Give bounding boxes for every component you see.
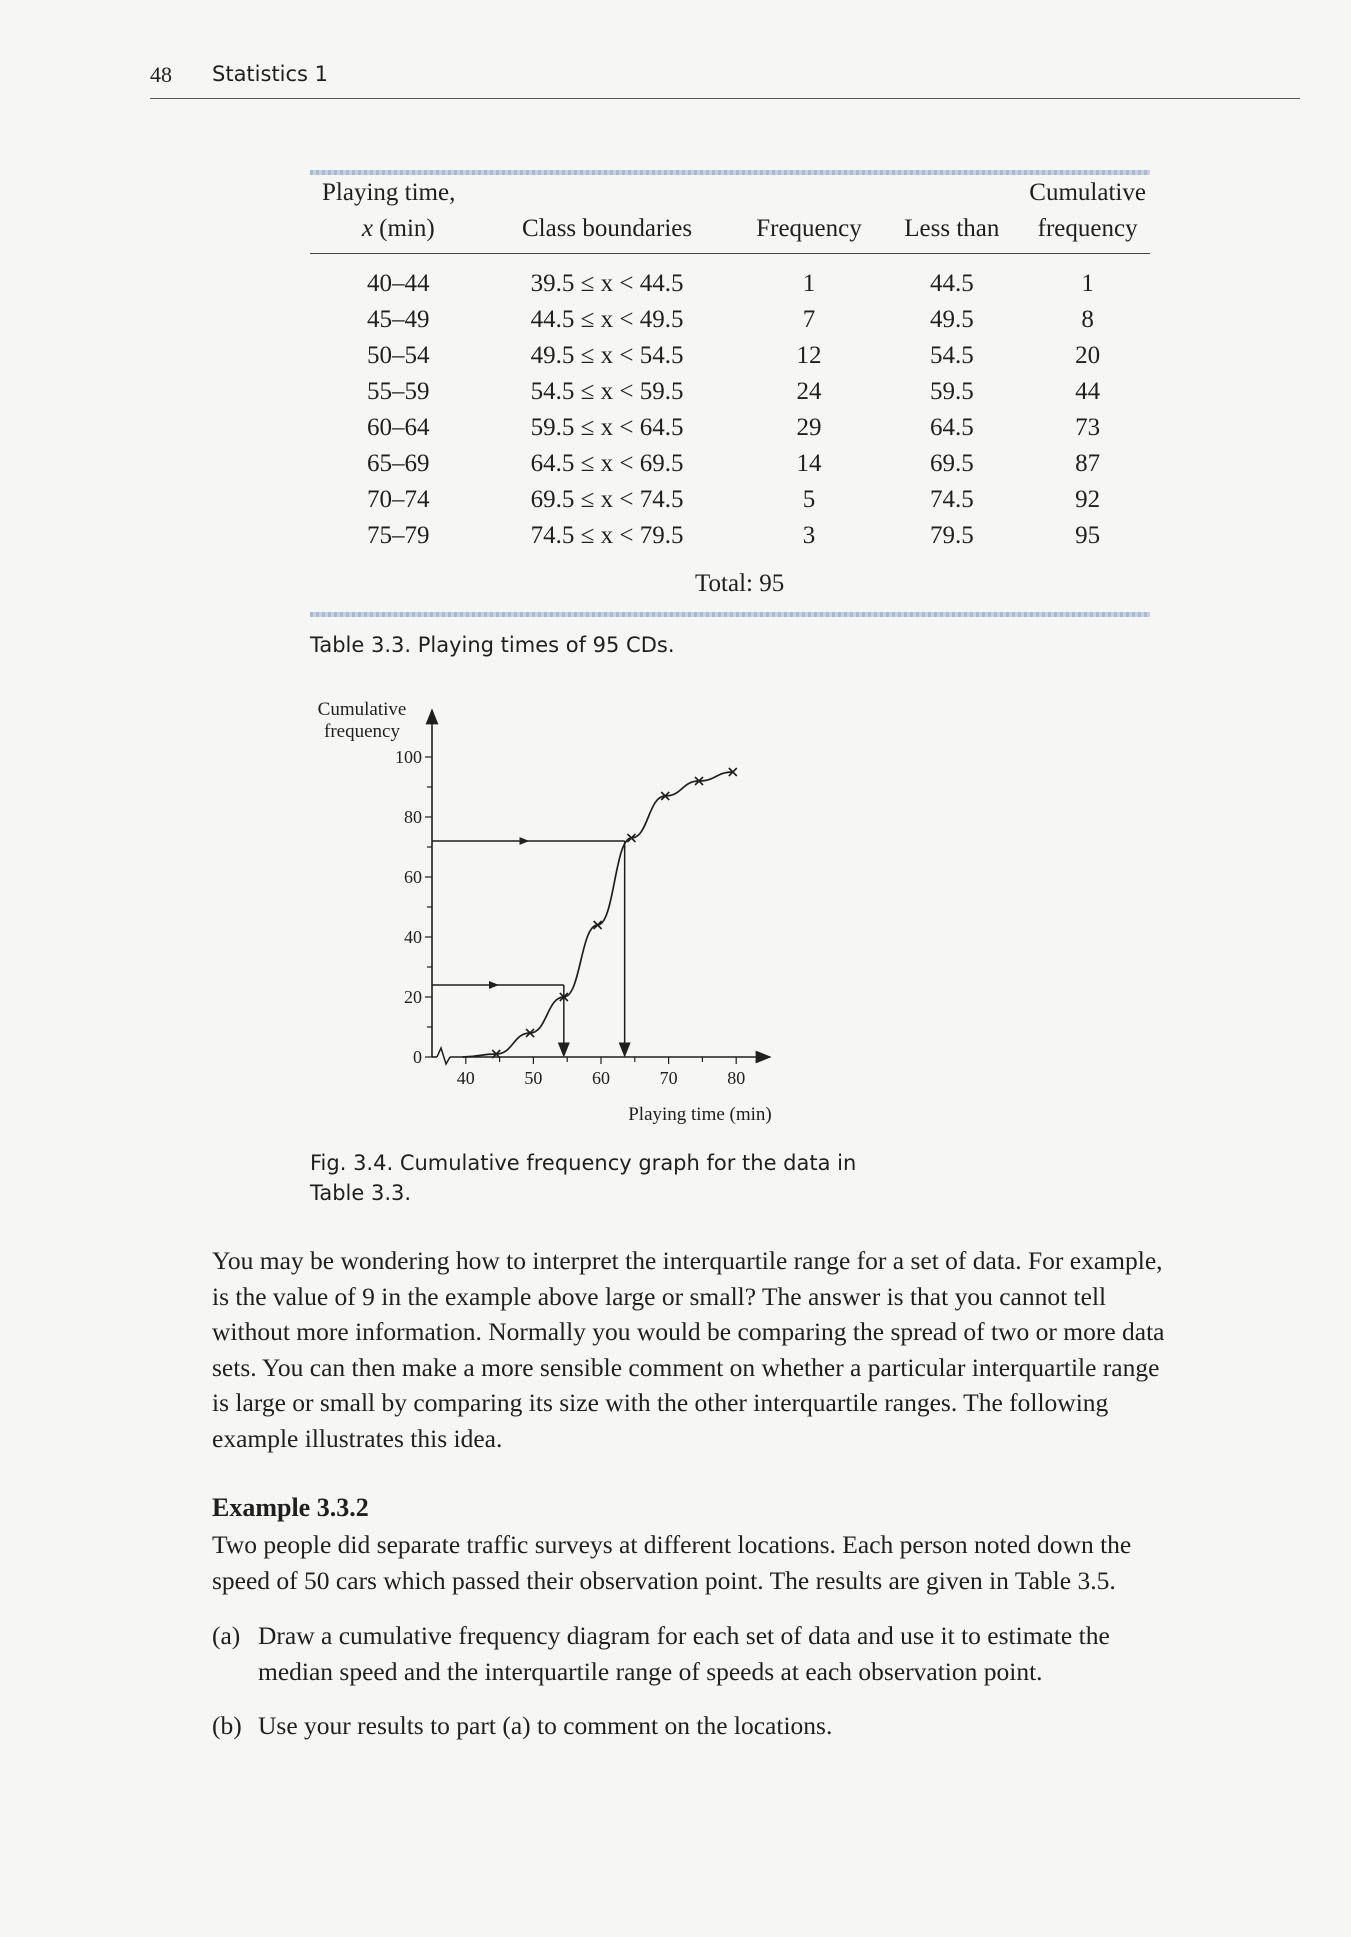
y-tick-label: 60 xyxy=(404,867,422,887)
cell-playing-time: 50–54 xyxy=(367,342,430,369)
table-row xyxy=(310,302,1150,338)
cell-frequency: 12 xyxy=(796,342,822,369)
y-tick-label: 80 xyxy=(404,807,422,827)
x-tick-label: 60 xyxy=(592,1068,610,1088)
cell-frequency: 29 xyxy=(796,414,822,441)
header-class-boundaries: Class boundaries xyxy=(475,211,740,254)
x-tick-label: 80 xyxy=(727,1068,746,1088)
example-title: Example 3.3.2 xyxy=(212,1493,369,1522)
cell-frequency: 14 xyxy=(796,450,822,477)
paragraph-line: is large or small by comparing its size with the other interquartile ranges. The following xyxy=(212,1388,1109,1417)
cell-playing-time: 65–69 xyxy=(367,450,430,477)
cell-class-boundary: 49.5 ≤ x < 54.5 xyxy=(530,342,684,369)
y-tick-label: 20 xyxy=(404,987,422,1007)
question-label: (a) xyxy=(212,1621,241,1650)
table-row xyxy=(310,338,1150,374)
header-playing-time-2: x (min) xyxy=(310,211,475,254)
y-tick-label: 0 xyxy=(413,1047,422,1067)
question-part-b xyxy=(212,1708,1312,1744)
cell-cumulative-frequency: 92 xyxy=(1075,486,1101,513)
cumulative-frequency-chart xyxy=(300,690,840,1150)
cell-playing-time: 55–59 xyxy=(367,378,430,405)
table-row xyxy=(310,374,1150,410)
cell-cumulative-frequency: 95 xyxy=(1075,522,1101,549)
x-tick-label: 40 xyxy=(456,1068,475,1088)
y-axis-label-line2: frequency xyxy=(324,721,400,742)
cell-frequency: 7 xyxy=(802,306,816,333)
paragraph-line: without more information. Normally you would be comparing the spread of two or more data xyxy=(212,1317,1165,1346)
cell-cumulative-frequency: 44 xyxy=(1075,378,1101,405)
running-title: Statistics 1 xyxy=(212,62,329,86)
question-line: Use your results to part (a) to comment on the locations. xyxy=(258,1711,833,1740)
cell-class-boundary: 39.5 ≤ x < 44.5 xyxy=(530,270,684,297)
table-total: Total: 95 xyxy=(695,570,785,597)
y-axis-label-line1: Cumulative xyxy=(317,699,407,720)
cell-class-boundary: 59.5 ≤ x < 64.5 xyxy=(530,414,684,441)
body-paragraph xyxy=(212,1243,1312,1456)
cell-less-than: 74.5 xyxy=(929,486,974,513)
playing-times-table xyxy=(310,170,1150,617)
paragraph-line: You may be wondering how to interpret the interquartile range for a set of data. For example, xyxy=(212,1246,1163,1275)
page-header xyxy=(150,62,329,88)
header-cumulative-2: frequency xyxy=(1025,211,1150,254)
figure-caption-line1: Fig. 3.4. Cumulative frequency graph for the data in xyxy=(310,1151,857,1175)
cell-playing-time: 75–79 xyxy=(367,522,430,549)
paragraph-line: example illustrates this idea. xyxy=(212,1423,503,1453)
table-row xyxy=(310,446,1150,482)
header-rule xyxy=(150,98,1300,99)
cell-class-boundary: 69.5 ≤ x < 74.5 xyxy=(530,486,684,513)
y-tick-label: 40 xyxy=(404,927,422,947)
cell-playing-time: 70–74 xyxy=(367,486,430,513)
cell-cumulative-frequency: 87 xyxy=(1075,450,1101,477)
cell-class-boundary: 54.5 ≤ x < 59.5 xyxy=(530,378,684,405)
cell-cumulative-frequency: 1 xyxy=(1081,270,1094,297)
table-row xyxy=(310,482,1150,518)
cell-playing-time: 60–64 xyxy=(367,414,430,441)
cell-frequency: 5 xyxy=(802,486,816,513)
paragraph-line: sets. You can then make a more sensible comment on whether a particular interquartile range xyxy=(212,1352,1160,1382)
cell-playing-time: 40–44 xyxy=(367,270,430,297)
cell-cumulative-frequency: 73 xyxy=(1075,414,1101,441)
cell-cumulative-frequency: 20 xyxy=(1075,342,1101,369)
cumulative-frequency-curve xyxy=(462,772,732,1057)
axis-break-mark xyxy=(437,1048,450,1064)
header-less-than: Less than xyxy=(878,211,1025,254)
question-label: (b) xyxy=(212,1711,242,1740)
x-tick-label: 70 xyxy=(659,1068,678,1088)
example-statement xyxy=(212,1527,1312,1598)
table-bottom-rule xyxy=(310,612,1150,617)
cell-frequency: 3 xyxy=(802,522,816,549)
cell-less-than: 44.5 xyxy=(929,270,974,297)
header-cumulative-1: Cumulative xyxy=(1029,179,1146,206)
table-row xyxy=(310,254,1150,303)
paragraph-line: is the value of 9 in the example above large or small? The answer is that you cannot tell xyxy=(212,1281,1107,1311)
cell-class-boundary: 44.5 ≤ x < 49.5 xyxy=(530,306,684,333)
table-total-row xyxy=(310,554,1150,604)
question-line: Draw a cumulative frequency diagram for each set of data and use it to estimate the xyxy=(258,1621,1110,1650)
cell-less-than: 64.5 xyxy=(929,414,974,441)
cell-frequency: 24 xyxy=(796,378,822,405)
table-row xyxy=(310,410,1150,446)
paragraph-line: Two people did separate traffic surveys at different locations. Each person noted down the xyxy=(212,1530,1132,1559)
y-tick-label: 100 xyxy=(395,747,422,767)
figure-caption xyxy=(310,1148,856,1208)
paragraph-line: speed of 50 cars which passed their observation point. The results are given in Table 3.5. xyxy=(212,1565,1116,1595)
page-number: 48 xyxy=(150,62,172,87)
cell-class-boundary: 74.5 ≤ x < 79.5 xyxy=(530,522,684,549)
question-line: median speed and the interquartile range of speeds at each observation point. xyxy=(258,1656,1043,1686)
header-frequency: Frequency xyxy=(740,211,879,254)
table-caption: Table 3.3. Playing times of 95 CDs. xyxy=(310,633,675,657)
cell-less-than: 69.5 xyxy=(929,450,974,477)
cell-cumulative-frequency: 8 xyxy=(1081,306,1094,333)
x-axis-label: Playing time (min) xyxy=(628,1104,772,1125)
cell-frequency: 1 xyxy=(802,270,816,297)
header-playing-time-1: Playing time, xyxy=(322,179,456,206)
table-row xyxy=(310,518,1150,554)
cell-class-boundary: 64.5 ≤ x < 69.5 xyxy=(530,450,684,477)
x-tick-label: 50 xyxy=(524,1068,543,1088)
cell-less-than: 54.5 xyxy=(929,342,974,369)
cell-less-than: 79.5 xyxy=(929,522,974,549)
figure-caption-line2: Table 3.3. xyxy=(310,1181,412,1205)
question-part-a xyxy=(212,1618,1312,1689)
cell-playing-time: 45–49 xyxy=(367,306,430,333)
cell-less-than: 49.5 xyxy=(929,306,974,333)
cell-less-than: 59.5 xyxy=(929,378,974,405)
